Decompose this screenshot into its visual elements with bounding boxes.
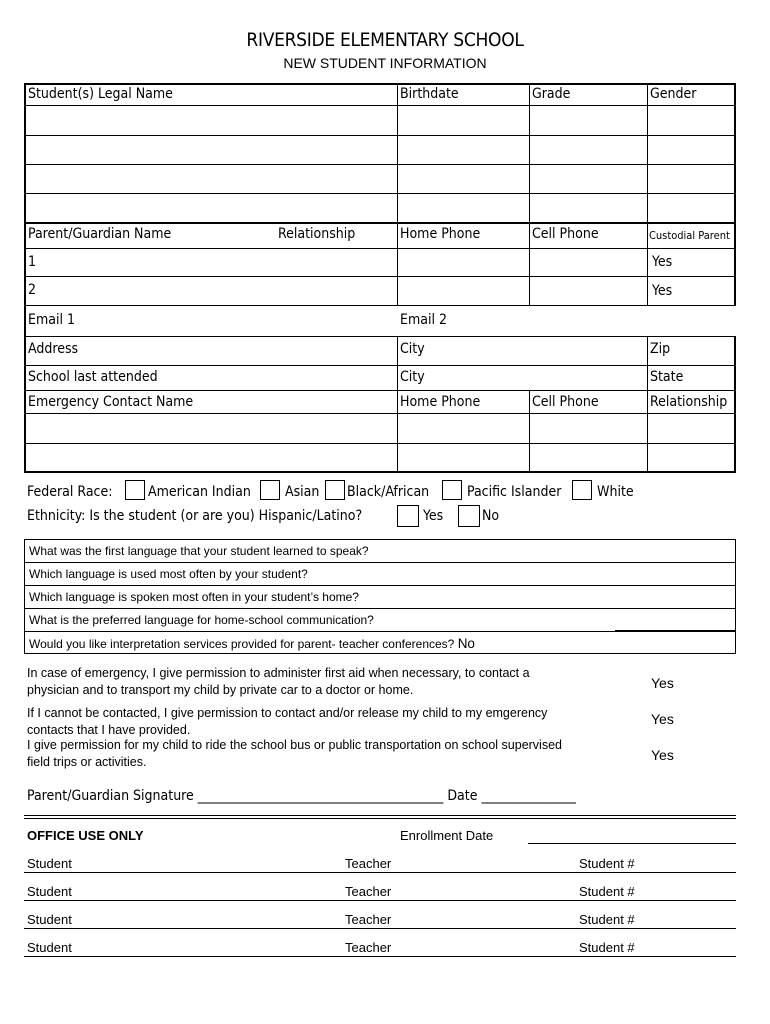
header-gender: Gender [650, 86, 697, 102]
ethnicity-no-label: No [482, 508, 500, 524]
permission-first-aid-answer[interactable]: Yes [651, 675, 674, 691]
federal-race-label: Federal Race: [27, 484, 113, 500]
office-teacher-label: Teacher [345, 912, 392, 927]
language-question-text: Which language is used most often by your student? [29, 567, 308, 581]
office-student-number-label: Student # [579, 940, 635, 955]
parent-row-2-custodial[interactable]: Yes [652, 283, 673, 299]
office-teacher-label: Teacher [345, 884, 392, 899]
language-question-text: Which language is spoken most often in your student’s home? [29, 590, 359, 604]
header-grade: Grade [532, 86, 571, 102]
school-city-label: City [400, 369, 425, 385]
header-parent-name: Parent/Guardian Name [28, 226, 172, 242]
office-row-line[interactable] [24, 872, 736, 873]
form-title: RIVERSIDE ELEMENTARY SCHOOL [246, 29, 524, 51]
language-question-row [25, 632, 735, 655]
office-student-label: Student [27, 912, 72, 927]
ethnicity-yes-label: Yes [423, 508, 444, 524]
header-emergency-name: Emergency Contact Name [28, 394, 194, 410]
race-black-african-label: Black/African [347, 484, 430, 500]
header-relationship: Relationship [278, 226, 356, 242]
header-parent-cell-phone: Cell Phone [532, 226, 599, 242]
race-american-indian-label: American Indian [148, 484, 251, 500]
header-student-name: Student(s) Legal Name [28, 86, 173, 102]
office-use-heading: OFFICE USE ONLY [27, 828, 144, 843]
race-black-african-checkbox[interactable] [325, 480, 345, 500]
office-teacher-label: Teacher [345, 940, 392, 955]
header-birthdate: Birthdate [400, 86, 459, 102]
ethnicity-no-checkbox[interactable] [458, 505, 480, 527]
zip-label: Zip [650, 341, 671, 357]
permission-release-text: If I cannot be contacted, I give permission to contact and/or release my child to my emgerency contacts that I have provided. [27, 706, 548, 737]
office-teacher-label: Teacher [345, 856, 392, 871]
language-question-row [25, 540, 735, 563]
signature-label: Parent/Guardian Signature [27, 788, 194, 804]
permission-release-answer[interactable]: Yes [651, 711, 674, 727]
office-row-line[interactable] [24, 900, 736, 901]
form-subtitle: NEW STUDENT INFORMATION [283, 55, 487, 71]
language-question-text: What is the preferred language for home-school communication? [29, 613, 374, 627]
address-label: Address [28, 341, 79, 357]
office-student-label: Student [27, 940, 72, 955]
city-label: City [400, 341, 425, 357]
permission-transport-text: I give permission for my child to ride the school bus or public transportation on school supervised field trips or activities. [27, 738, 562, 769]
race-white-checkbox[interactable] [572, 480, 592, 500]
date-line[interactable]: _______________ [481, 788, 576, 804]
signature-row [27, 788, 576, 804]
ethnicity-yes-checkbox[interactable] [397, 505, 419, 527]
language-question-text: What was the first language that your student learned to speak? [29, 544, 369, 558]
office-student-number-label: Student # [579, 856, 635, 871]
office-student-number-label: Student # [579, 884, 635, 899]
parent-row-1-number: 1 [28, 254, 37, 270]
enrollment-date-line[interactable] [528, 843, 736, 844]
office-student-label: Student [27, 856, 72, 871]
parent-row-2-number: 2 [28, 282, 37, 298]
language-questions-table [24, 539, 736, 654]
race-asian-checkbox[interactable] [260, 480, 280, 500]
header-emergency-home-phone: Home Phone [400, 394, 481, 410]
office-student-label: Student [27, 884, 72, 899]
office-row-line[interactable] [24, 928, 736, 929]
ethnicity-question: Ethnicity: Is the student (or are you) Hispanic/Latino? [27, 508, 363, 524]
office-student-number-label: Student # [579, 912, 635, 927]
student-info-grid [24, 83, 736, 473]
email-1-label: Email 1 [28, 312, 75, 328]
enrollment-date-label: Enrollment Date [400, 828, 494, 843]
state-label: State [650, 369, 684, 385]
language-question-row [25, 586, 735, 609]
interpretation-answer[interactable]: No [457, 636, 475, 651]
signature-line[interactable]: _______________________________________ [197, 788, 444, 804]
header-parent-home-phone: Home Phone [400, 226, 481, 242]
header-emergency-relationship: Relationship [650, 394, 728, 410]
parent-row-1-custodial[interactable]: Yes [652, 254, 673, 270]
language-question-row [25, 563, 735, 586]
header-custodial-parent: Custodial Parent [649, 229, 730, 242]
race-american-indian-checkbox[interactable] [125, 480, 145, 500]
date-label: Date [447, 788, 478, 804]
language-question-text: Would you like interpretation services provided for parent- teacher conferences? No [29, 636, 475, 651]
language-question-row [25, 609, 735, 632]
permission-transport-answer[interactable]: Yes [651, 747, 674, 763]
office-row-line[interactable] [24, 956, 736, 957]
permission-first-aid-text: In case of emergency, I give permission to administer first aid when necessary, to contact a physician and to transport my child by private car to a doctor or home. [27, 666, 530, 697]
race-asian-label: Asian [285, 484, 320, 500]
school-last-attended-label: School last attended [28, 369, 158, 385]
race-pacific-islander-label: Pacific Islander [467, 484, 562, 500]
header-emergency-cell-phone: Cell Phone [532, 394, 599, 410]
race-white-label: White [597, 484, 634, 500]
email-2-label: Email 2 [400, 312, 447, 328]
race-pacific-islander-checkbox[interactable] [442, 480, 462, 500]
